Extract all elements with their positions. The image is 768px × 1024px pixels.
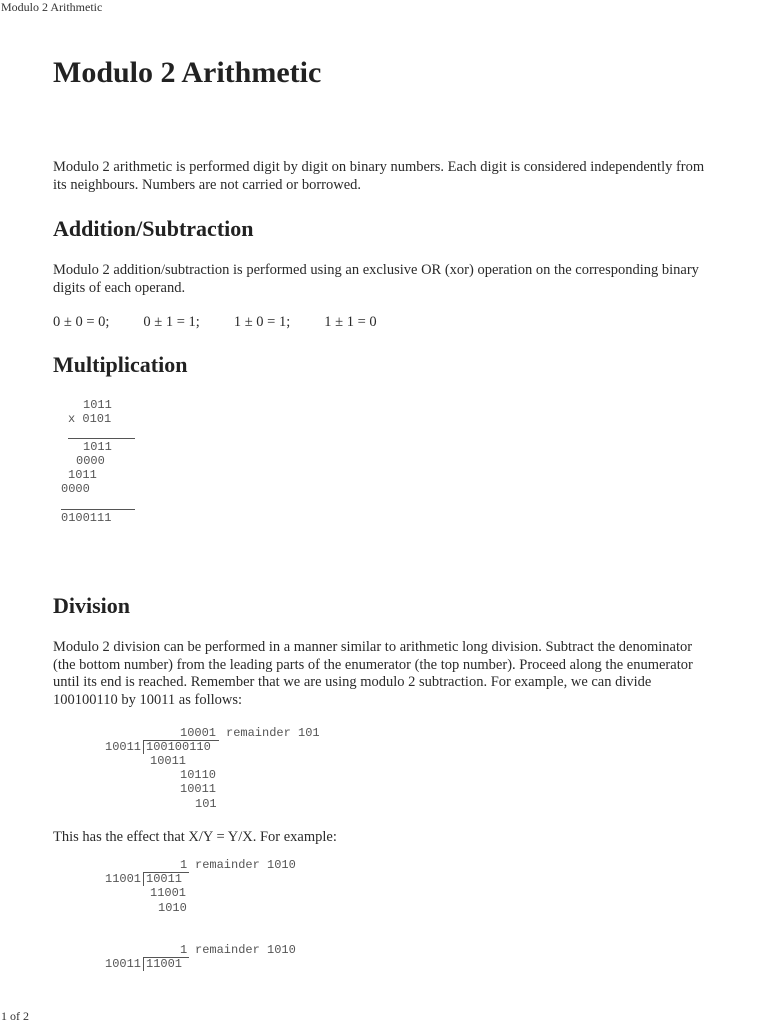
division-quotient: 10001 (180, 726, 217, 740)
partial-product: 1011 (68, 468, 97, 482)
partial-product: 0000 (61, 482, 90, 496)
division-bracket (143, 872, 144, 886)
division-quotient: 1 (180, 858, 188, 872)
division-step: 10011 (150, 754, 187, 768)
division-step: 1010 (158, 901, 187, 915)
equation: 0 ± 1 = 1; (143, 314, 200, 330)
multiplier: x 0101 (68, 412, 112, 426)
equation: 0 ± 0 = 0; (53, 314, 110, 330)
multiplication-rule-top (68, 438, 135, 439)
addition-equations (53, 314, 718, 332)
page-title: Modulo 2 Arithmetic (53, 56, 322, 89)
division-bracket (143, 740, 144, 754)
division-dividend: 100100110 (146, 740, 211, 754)
equation: 1 ± 1 = 0 (324, 314, 377, 330)
multiplication-result: 0100111 (61, 511, 112, 525)
division-paragraph: Modulo 2 division can be performed in a manner similar to arithmetic long division. Subtract the denominator (the bottom number) from the leading parts of the enumerator (the top number). Proceed along the enumerator until its end is reached. Remember that we are using modulo 2 subtraction. For example, we can divide 100100110 by 10011 as follows: (53, 639, 693, 708)
multiplicand: 1011 (83, 398, 112, 412)
division-remainder-label: remainder 101 (226, 726, 320, 740)
division-bracket (143, 957, 144, 971)
addition-paragraph: Modulo 2 addition/subtraction is performed using an exclusive OR (xor) operation on the corresponding binary digits of each operand. (53, 262, 699, 296)
partial-product: 0000 (76, 454, 105, 468)
addition-subtraction-heading: Addition/Subtraction (53, 216, 254, 241)
division-remainder-label: remainder 1010 (195, 943, 296, 957)
division-step: 101 (195, 797, 217, 811)
division-note: This has the effect that X/Y = Y/X. For example: (53, 829, 337, 845)
division-divisor: 10011 (105, 740, 142, 754)
partial-product: 1011 (83, 440, 112, 454)
intro-paragraph: Modulo 2 arithmetic is performed digit by digit on binary numbers. Each digit is considered independently from its neighbours. Numbers are not carried or borrowed. (53, 159, 705, 193)
division-dividend: 11001 (146, 957, 183, 971)
division-heading: Division (53, 593, 131, 618)
division-step: 11001 (150, 886, 187, 900)
division-remainder-label: remainder 1010 (195, 858, 296, 872)
page-number: 1 of 2 (1, 1009, 29, 1023)
division-step: 10011 (180, 782, 217, 796)
division-step: 10110 (180, 768, 217, 782)
division-dividend: 10011 (146, 872, 183, 886)
running-header-title: Modulo 2 Arithmetic (1, 0, 103, 14)
equation: 1 ± 0 = 1; (233, 314, 291, 330)
division-divisor: 11001 (105, 872, 142, 886)
division-divisor: 10011 (105, 957, 142, 971)
multiplication-heading: Multiplication (53, 352, 188, 377)
division-quotient: 1 (180, 943, 188, 957)
multiplication-rule-bottom (61, 509, 135, 510)
